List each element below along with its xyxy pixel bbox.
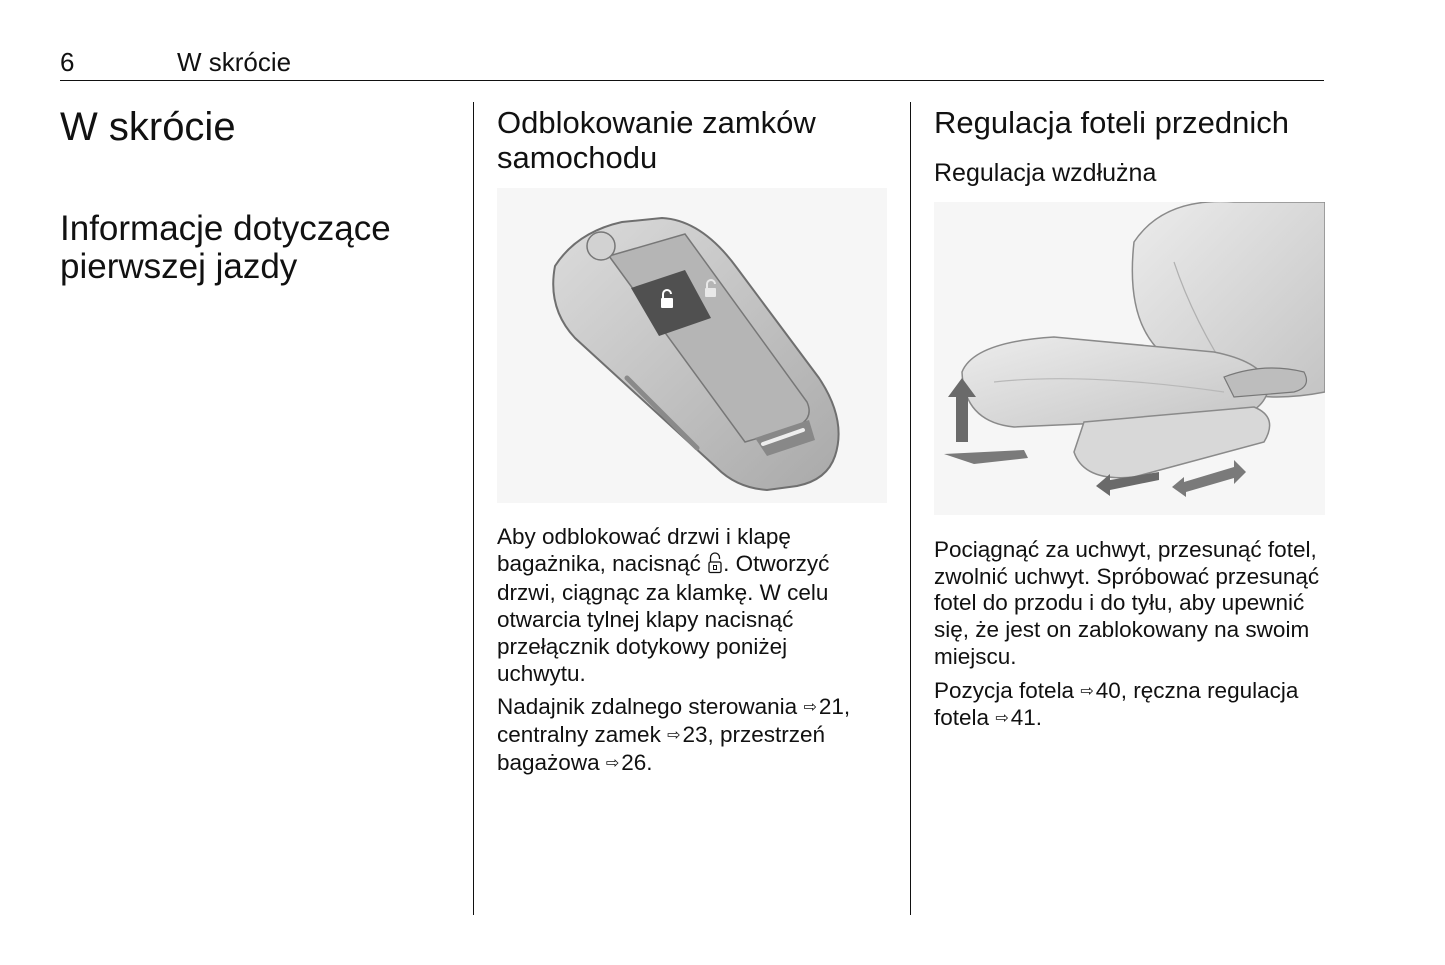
page-reference-arrow-icon: ⇨ — [995, 710, 1009, 728]
unlock-text-part1: Aby odblokować drzwi i klapę bagażnika, nacisnąć — [497, 524, 791, 576]
page-reference-number: 21 — [818, 694, 844, 720]
seat-adjustment-icon — [934, 202, 1325, 515]
page-reference-link[interactable] — [606, 750, 646, 775]
column-divider — [910, 102, 911, 915]
seat-adjust-heading: Regulacja foteli przednich — [934, 105, 1289, 140]
ref-text: , przestrzeń bagażowa — [497, 721, 826, 775]
page-reference-number: 26 — [621, 749, 647, 775]
ref-text: , ręczna regulacja fotela — [934, 677, 1299, 731]
section-subtitle: Informacje dotyczące pierwszej jazdy — [60, 209, 391, 286]
column-divider — [473, 102, 474, 915]
page-reference-link[interactable] — [667, 722, 707, 747]
ref-text: , centralny zamek — [497, 694, 851, 747]
seat-adjust-subheading: Regulacja wzdłużna — [934, 159, 1157, 187]
unlock-text-part2: . Otworzyć drzwi, ciągnąc za klamkę. W celu otwarcia tylnej klapy nacisnąć przełącznik dotykowy poniżej uchwytu. — [497, 550, 830, 686]
page-reference-arrow-icon: ⇨ — [667, 726, 681, 744]
page-reference-link[interactable] — [995, 705, 1035, 730]
page-reference-number: 23 — [682, 721, 708, 747]
page-reference-number: 40 — [1095, 677, 1121, 703]
ref-text: Nadajnik zdalnego sterowania — [497, 694, 798, 720]
seat-instructions — [934, 537, 1324, 740]
header-rule — [60, 80, 1324, 81]
ref-text: . — [646, 749, 653, 775]
ref-text: . — [1035, 705, 1043, 731]
ref-text: Pozycja fotela — [934, 677, 1075, 703]
page-reference-number: 41 — [1010, 705, 1036, 731]
page-reference-arrow-icon: ⇨ — [605, 754, 620, 772]
page-reference-link[interactable] — [803, 694, 843, 719]
page-number: 6 — [60, 47, 75, 77]
seat-paragraph: Pociągnąć za uchwyt, przesunąć fotel, zwolnić uchwyt. Spróbować przesunąć fotel do przodu i do tyłu, aby upewnić się, że jest on zablokowany na swoim miejscu. — [934, 537, 1320, 669]
unlock-paragraph — [497, 524, 882, 687]
page-reference-link[interactable] — [1080, 678, 1120, 703]
unlock-heading: Odblokowanie zamków samochodu — [497, 105, 816, 175]
seat-references — [934, 678, 1324, 733]
running-title: W skrócie — [177, 47, 292, 77]
unlock-references — [497, 694, 882, 777]
car-key-fob-icon — [497, 188, 887, 503]
padlock-open-icon — [708, 552, 722, 581]
page-reference-arrow-icon: ⇨ — [803, 699, 817, 717]
page-reference-arrow-icon: ⇨ — [1080, 682, 1094, 700]
section-title: W skrócie — [60, 105, 236, 149]
unlock-instructions — [497, 524, 882, 784]
